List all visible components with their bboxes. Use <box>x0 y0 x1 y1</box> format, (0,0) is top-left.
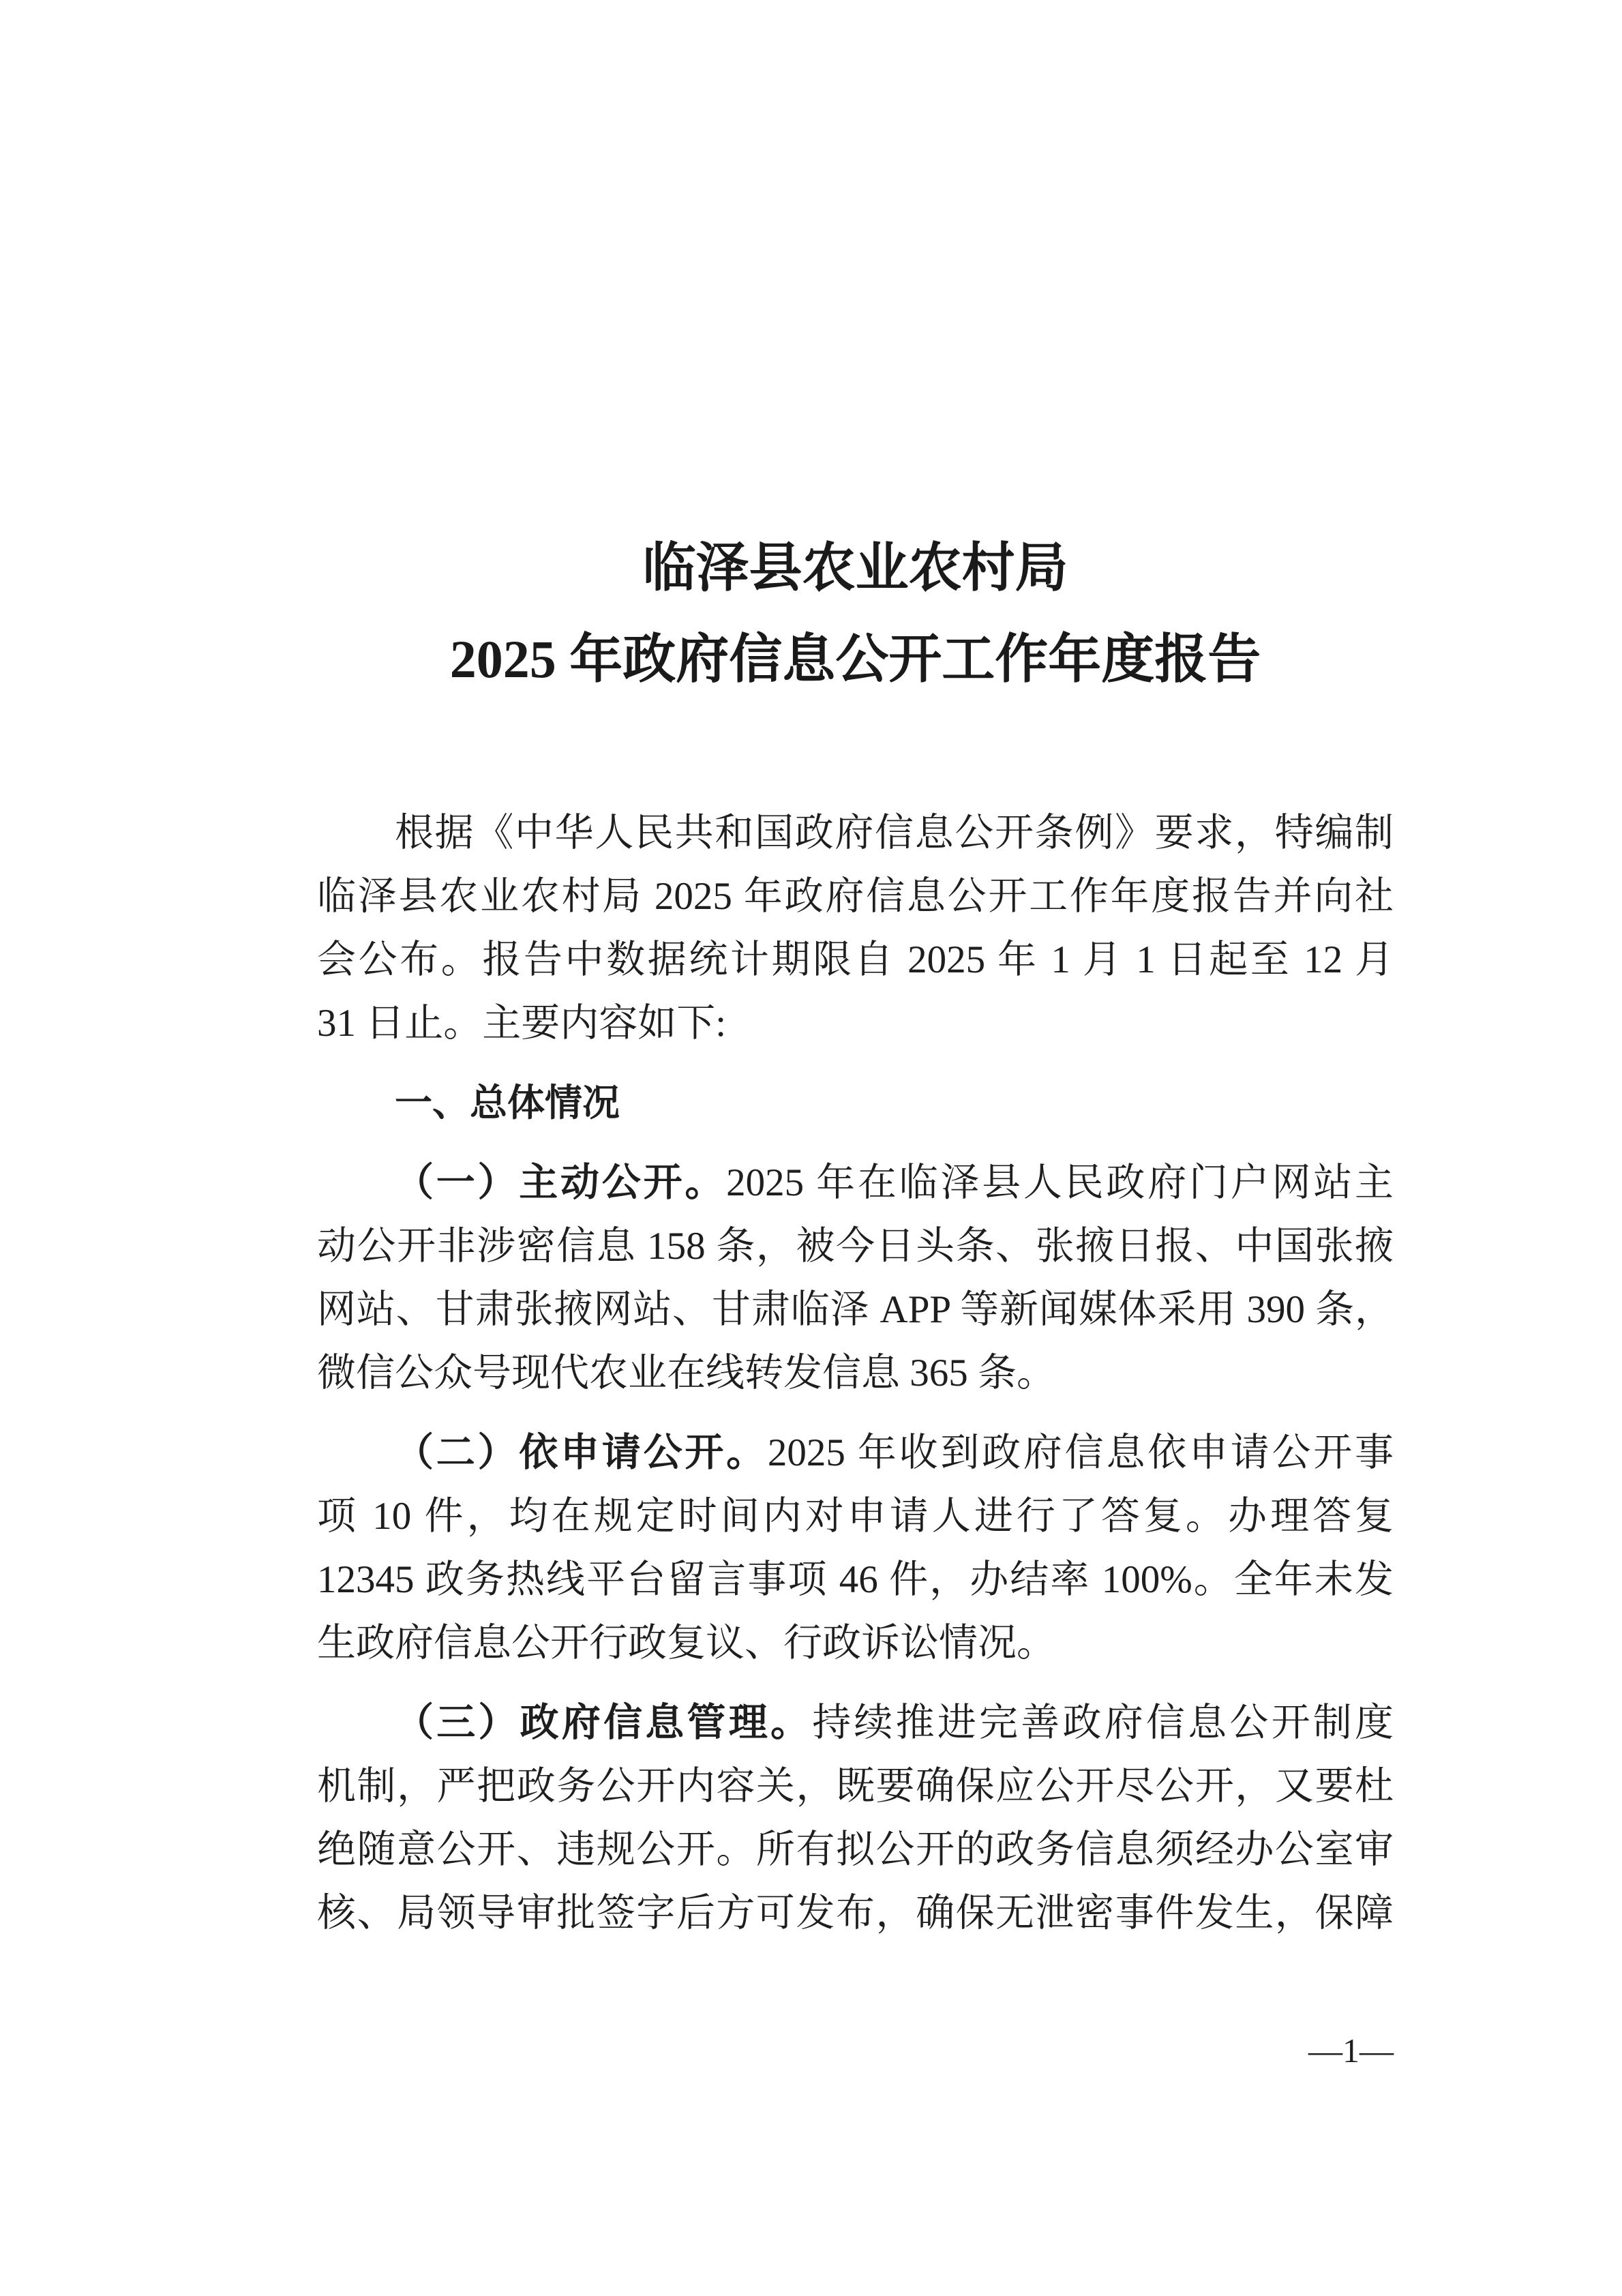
page-number: —1— <box>1308 2031 1394 2070</box>
paragraph-line: 12345 政务热线平台留言事项 46 件，办结率 100%。全年未发 <box>317 1558 1394 1601</box>
paragraph-text: 持续推进完善政府信息公开制度 <box>812 1701 1394 1744</box>
paragraph-line <box>317 1691 1394 1755</box>
paragraph-text: 2025 年收到政府信息依申请公开事 <box>767 1431 1394 1474</box>
paragraph-line: 网站、甘肃张掖网站、甘肃临泽 APP 等新闻媒体采用 390 条， <box>317 1288 1394 1331</box>
document-title-line-2: 2025 年政府信息公开工作年度报告 <box>449 629 1261 689</box>
paragraph-line: 项 10 件，均在规定时间内对申请人进行了答复。办理答复 <box>317 1495 1394 1538</box>
paragraph-request-disclosure <box>317 1421 1394 1675</box>
intro-line: 临泽县农业农村局 2025 年政府信息公开工作年度报告并向社 <box>317 875 1394 918</box>
paragraph-line: 绝随意公开、违规公开。所有拟公开的政务信息须经办公室审 <box>317 1828 1394 1871</box>
paragraph-line: 动公开非涉密信息 158 条，被今日头条、张掖日报、中国张掖 <box>317 1225 1394 1268</box>
paragraph-line: 微信公众号现代农业在线转发信息 365 条。 <box>317 1352 1055 1395</box>
intro-line: 会公布。报告中数据统计期限自 2025 年 1 月 1 日起至 12 月 <box>317 938 1394 981</box>
document-body <box>317 801 1394 1961</box>
paragraph-line: 核、局领导审批签字后方可发布，确保无泄密事件发生，保障 <box>317 1892 1394 1935</box>
paragraph-line <box>317 1421 1394 1485</box>
paragraph-line <box>317 1151 1394 1214</box>
paragraph-line: 机制，严把政务公开内容关，既要确保应公开尽公开，又要杜 <box>317 1765 1394 1808</box>
intro-line: 根据《中华人民共和国政府信息公开条例》要求，特编制 <box>395 811 1394 854</box>
section-heading: 一、总体情况 <box>395 1081 620 1124</box>
paragraph-line: 生政府信息公开行政复议、行政诉讼情况。 <box>317 1622 1055 1665</box>
paragraph-text: 2025 年在临泽县人民政府门户网站主 <box>726 1161 1394 1204</box>
paragraph-proactive-disclosure <box>317 1151 1394 1405</box>
document-title-line-1: 临泽县农业农村局 <box>642 538 1068 597</box>
paragraph-lead: （三）政府信息管理。 <box>395 1701 813 1744</box>
intro-line: 31 日止。主要内容如下: <box>317 1002 727 1045</box>
paragraph-lead: （二）依申请公开。 <box>395 1431 768 1474</box>
paragraph-information-management <box>317 1691 1394 1945</box>
paragraph-lead: （一）主动公开。 <box>395 1161 727 1204</box>
intro-paragraph <box>317 801 1394 1055</box>
